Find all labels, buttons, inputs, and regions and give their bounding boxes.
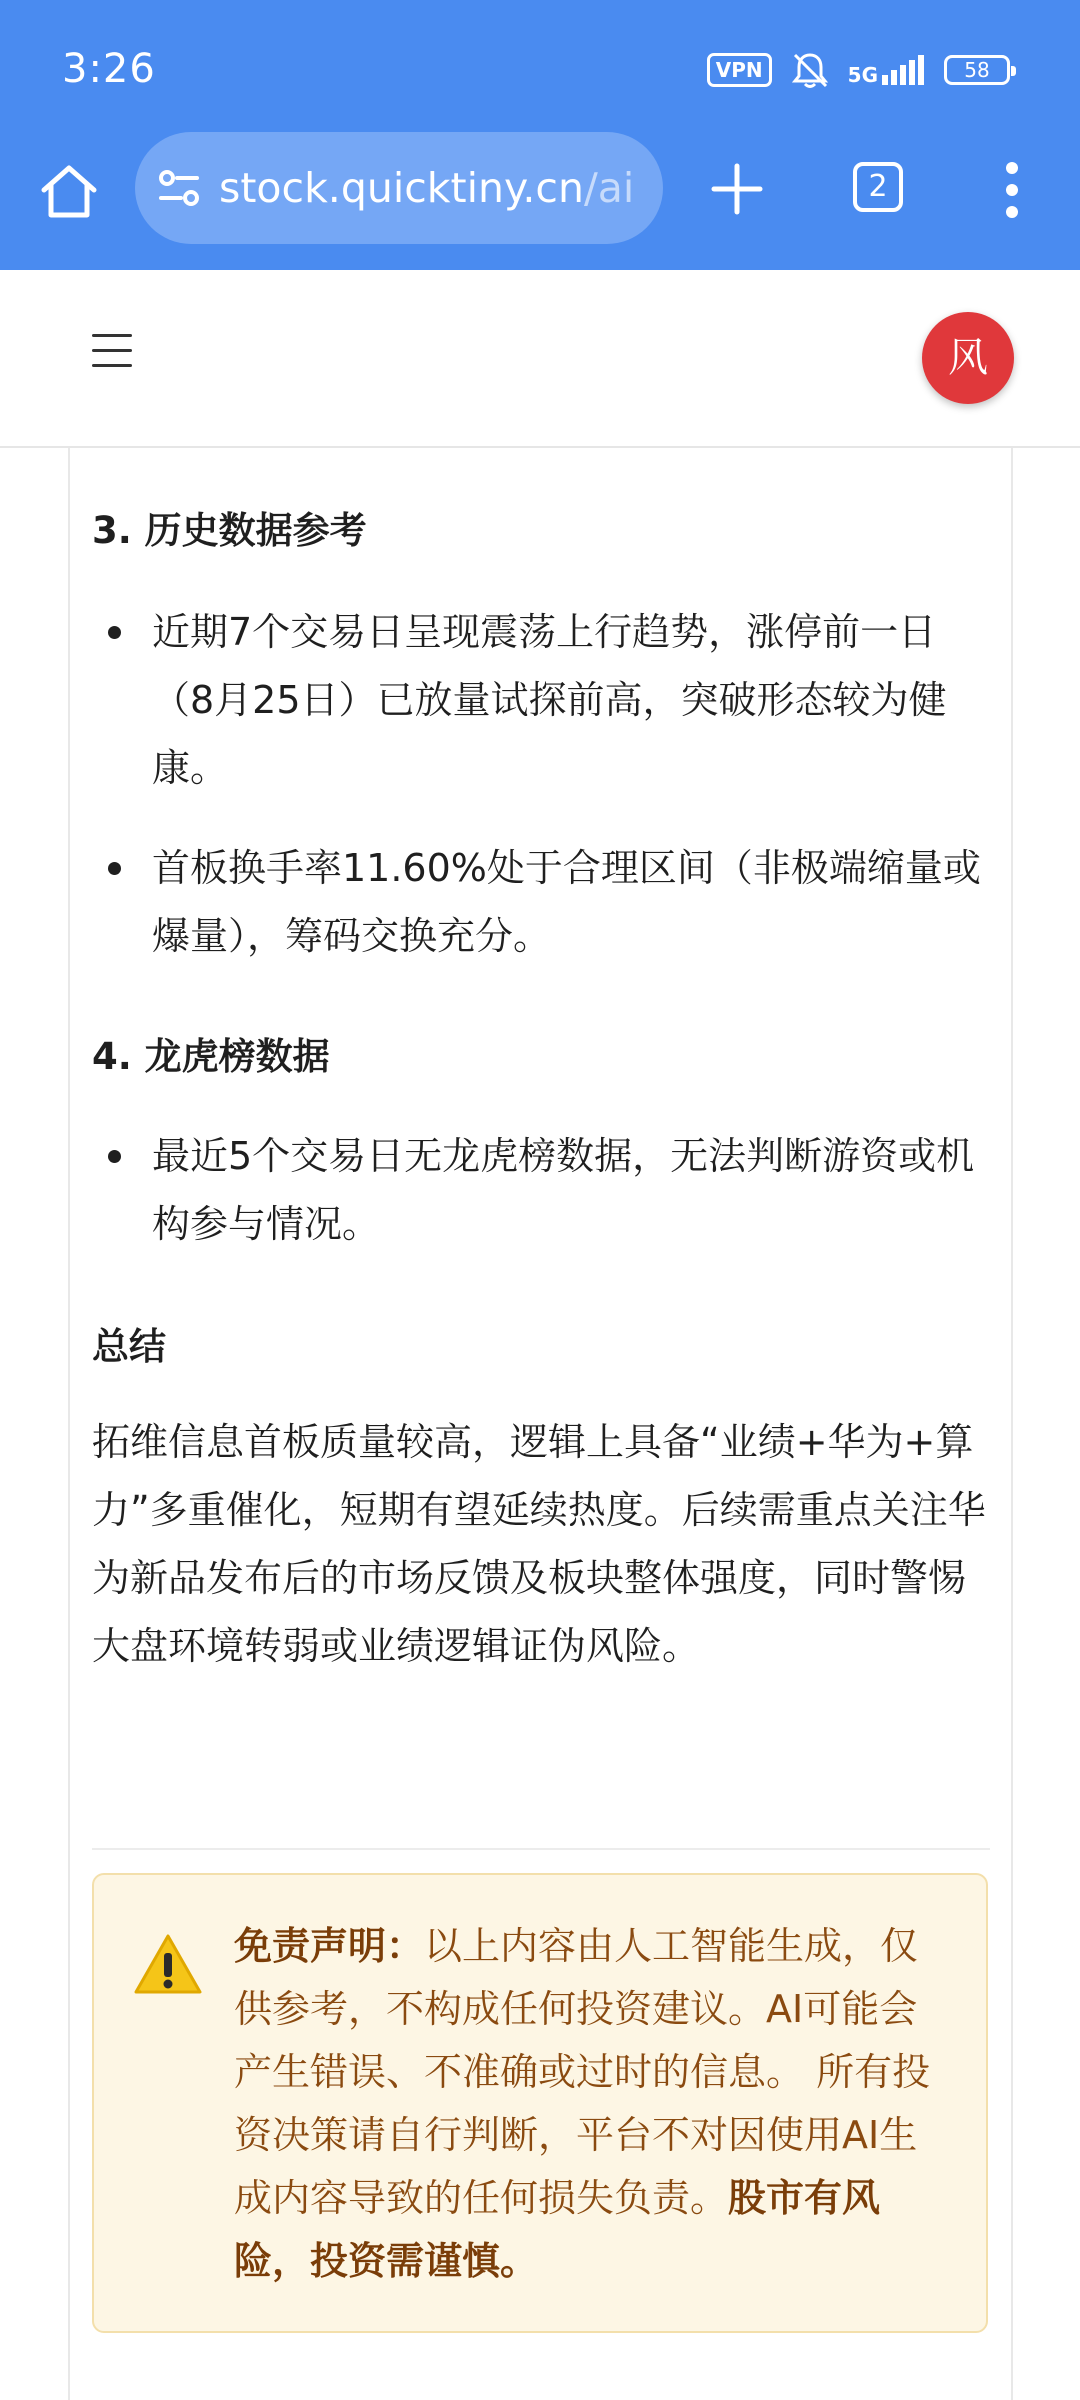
bell-off-icon — [790, 50, 830, 90]
divider — [92, 1848, 990, 1850]
plus-icon[interactable] — [708, 160, 766, 218]
vpn-icon: VPN — [707, 53, 772, 87]
status-bar — [0, 0, 1080, 130]
battery-icon: 58 — [944, 55, 1010, 85]
more-vert-icon[interactable] — [1000, 160, 1024, 220]
site-header — [0, 270, 1080, 448]
disclaimer-body: 以上内容由人工智能生成，仅供参考，不构成任何投资建议。AI可能会产生错误、不准确或过时的信息。 所有投资决策请自行判断，平台不对因使用AI生成内容导致的任何损失负责。 — [234, 1924, 931, 2220]
browser-toolbar — [0, 130, 1080, 270]
network-type: 5G — [847, 63, 878, 87]
address-bar[interactable] — [135, 132, 663, 244]
home-icon[interactable] — [38, 160, 100, 222]
disclaimer-emphasis: 股市有风险，投资需谨慎。 — [234, 2176, 881, 2283]
url-path: /ai — [583, 164, 635, 212]
disclaimer-label: 免责声明： — [234, 1924, 425, 1968]
list-item: 近期7个交易日呈现震荡上行趋势，涨停前一日（8月25日）已放量试探前高，突破形态较为健康。 — [152, 598, 990, 802]
url-host: stock.quicktiny.cn — [219, 164, 584, 212]
list-item: 最近5个交易日无龙虎榜数据，无法判断游资或机构参与情况。 — [152, 1122, 990, 1258]
browser-chrome — [0, 0, 1080, 270]
signal-icon — [882, 55, 926, 85]
section-title-history: 3. 历史数据参考 — [92, 509, 367, 552]
list-item: 首板换手率11.60%处于合理区间（非极端缩量或爆量），筹码交换充分。 — [152, 834, 990, 970]
summary-paragraph: 拓维信息首板质量较高，逻辑上具备“业绩+华为+算力”多重催化，短期有望延续热度。后续需重点关注华为新品发布后的市场反馈及板块整体强度，同时警惕大盘环境转弱或业绩逻辑证伪风险。 — [92, 1420, 986, 1668]
warning-icon — [134, 1933, 202, 1995]
avatar[interactable]: 风 — [922, 312, 1014, 404]
disclaimer-text — [234, 1915, 954, 2293]
section-title-summary: 总结 — [92, 1325, 166, 1368]
site-info-icon[interactable] — [155, 164, 203, 212]
status-icons — [707, 48, 1010, 92]
tab-switcher-button[interactable]: 2 — [853, 162, 903, 212]
status-time: 3:26 — [62, 46, 156, 92]
section-title-dragon-tiger: 4. 龙虎榜数据 — [92, 1035, 330, 1078]
hamburger-menu-icon[interactable] — [92, 334, 132, 368]
disclaimer-box — [92, 1873, 988, 2333]
url-text — [219, 164, 634, 212]
